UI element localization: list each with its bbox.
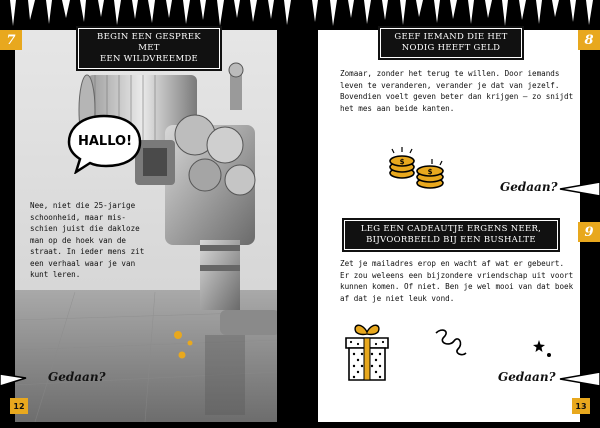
left-body-line: schien juist die dakloze	[30, 224, 140, 233]
tip-number: 8	[584, 32, 594, 48]
tip-number: 7	[6, 32, 16, 48]
right-body-line: Bovendien voelt geven beter dan krijgen – zo snijdt	[340, 92, 574, 101]
left-body-line: schoonheid, maar mis-	[30, 212, 127, 222]
tip-number-tab	[578, 30, 600, 50]
tip-number: 9	[584, 224, 594, 240]
center-gutter	[296, 0, 304, 428]
speech-bubble-text: HALLO!	[77, 134, 133, 149]
left-body-line: straat. In ieder mens zit	[30, 247, 145, 256]
coins-icon	[380, 145, 455, 195]
coin-symbol: $	[427, 168, 433, 176]
banner-line-1: LEG EEN CADEAUTJE ERGENS NEER,	[360, 224, 542, 234]
left-body-line: man op de hoek van de	[30, 235, 127, 245]
right-body-line: af dat je niet leuk vond.	[340, 293, 455, 303]
page-number	[572, 398, 590, 414]
right-body-line: Er zou weleens een bijzondere vriendschap uit voort	[340, 270, 574, 280]
checkbox-arrow	[558, 368, 600, 390]
coin-symbol: $	[399, 158, 405, 166]
left-body-line: een verhaal waar je van	[30, 258, 136, 268]
done-label-1: Gedaan?	[500, 180, 558, 194]
right-body-line: Zet je mailadres erop en wacht af wat er gebeurt.	[340, 259, 565, 268]
banner-line-2: NODIG HEEFT GELD	[401, 43, 501, 53]
page-number-text: 12	[13, 401, 25, 411]
banner-line-1: BEGIN EEN GESPREK MET	[97, 32, 201, 53]
gift-box-icon	[342, 322, 392, 384]
right-body-line: het mes aan beide kanten.	[340, 103, 455, 113]
gold-dots-decoration	[170, 325, 200, 365]
tip-banner	[344, 220, 558, 250]
squiggle-decoration	[432, 325, 470, 361]
right-body-line: kunnen komen. Of niet. Ben je wel mooi van dat boek	[340, 282, 574, 291]
page-number-text: 13	[575, 401, 587, 411]
checkbox-arrow	[0, 368, 28, 390]
left-body-line: kunt leren.	[30, 270, 81, 279]
page-number	[10, 398, 28, 414]
zebra-stripe-border	[0, 0, 300, 30]
zebra-stripe-border	[300, 0, 600, 30]
done-label: Gedaan?	[48, 370, 106, 384]
banner-line-1: GEEF IEMAND DIE HET	[394, 32, 508, 42]
right-body-text-1	[340, 68, 580, 114]
banner-line-2: EEN WILDVREEMDE	[99, 54, 199, 64]
left-body-text	[30, 200, 180, 281]
tip-banner	[78, 28, 220, 69]
right-page	[300, 0, 600, 428]
right-body-text-2	[340, 258, 585, 304]
left-body-line: Nee, niet die 25-jarige	[30, 201, 136, 210]
sparkle-decoration	[532, 338, 554, 360]
tip-number-tab	[0, 30, 22, 50]
done-label-2: Gedaan?	[498, 370, 556, 384]
tip-number-tab	[578, 222, 600, 242]
banner-line-2: BIJVOORBEELD BIJ EEN BUSHALTE	[366, 235, 536, 245]
tip-banner	[380, 28, 522, 58]
right-body-line: leven te veranderen, verander je dat van jezelf.	[340, 80, 560, 90]
right-body-line: Zomaar, zonder het terug te willen. Door iemands	[340, 69, 560, 78]
checkbox-arrow	[558, 178, 600, 200]
